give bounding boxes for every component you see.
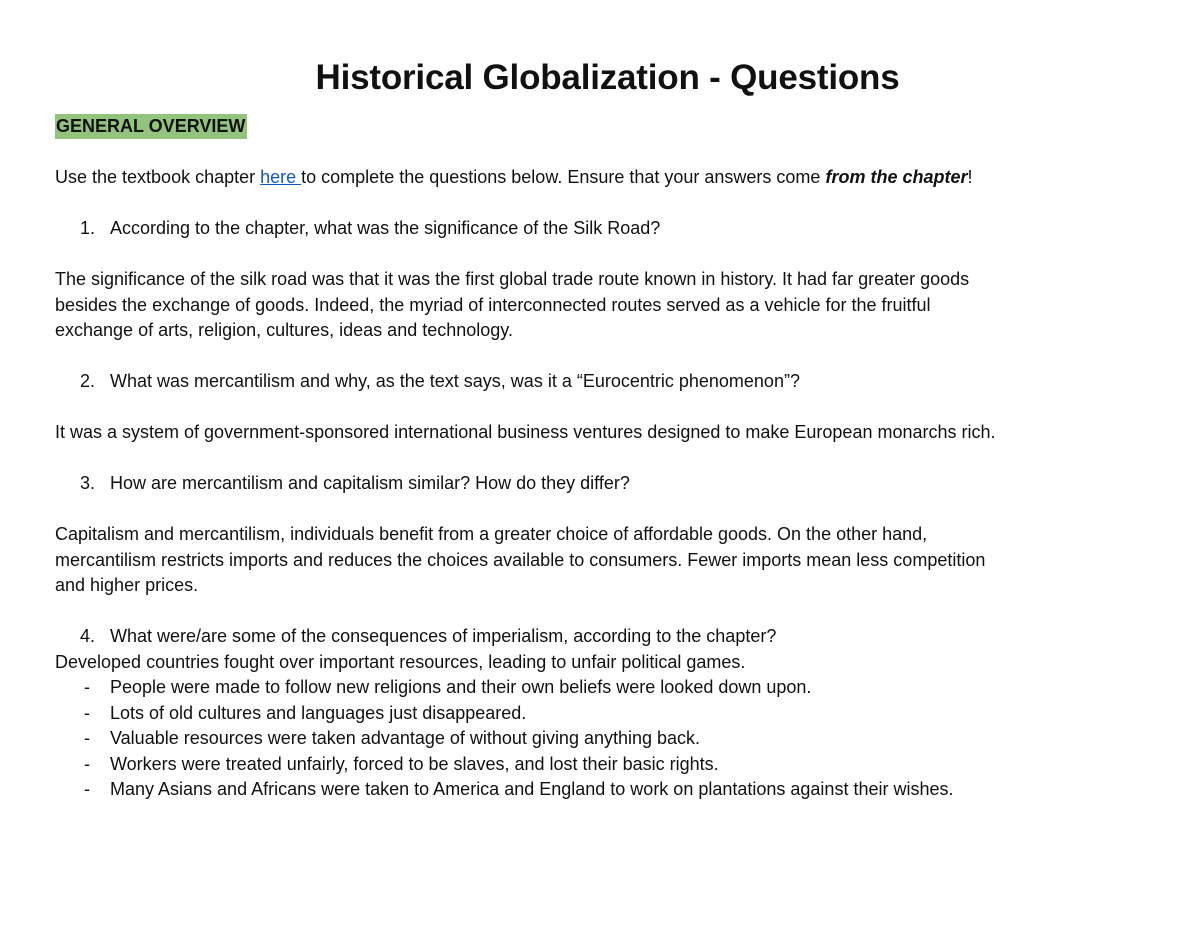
list-item-text: People were made to follow new religions and their own beliefs were looked down upon. <box>110 677 812 697</box>
question-number: 3. <box>80 473 96 493</box>
list-item <box>55 701 1160 727</box>
chapter-link[interactable]: here <box>260 167 302 187</box>
answer-line: and higher prices. <box>55 575 199 595</box>
blank-line <box>55 344 1160 370</box>
question-number: 1. <box>80 218 96 238</box>
answer-line: The significance of the silk road was that it was the first global trade route known in history. It had far greater goods <box>55 269 970 289</box>
answer-line: Developed countries fought over important resources, leading to unfair political games. <box>55 651 746 672</box>
answer-line: besides the exchange of goods. Indeed, the myriad of interconnected routes served as a vehicle for the fruitful <box>55 294 931 315</box>
list-item-text: Many Asians and Africans were taken to America and England to work on plantations against their wishes. <box>110 779 954 799</box>
answer-line: It was a system of government-sponsored international business ventures designed to make European monarchs rich. <box>55 422 996 442</box>
question-2 <box>55 369 1160 395</box>
answer-line: exchange of arts, religion, cultures, ideas and technology. <box>55 320 513 340</box>
answer-line: Capitalism and mercantilism, individuals benefit from a greater choice of affordable goods. On the other hand, <box>55 524 928 544</box>
intro-paragraph <box>55 165 1160 191</box>
list-item <box>55 726 1160 752</box>
question-1 <box>55 216 1160 242</box>
blank-line <box>55 599 1160 625</box>
question-text: According to the chapter, what was the significance of the Silk Road? <box>110 218 661 238</box>
blank-line <box>55 140 1160 166</box>
intro-text-start: Use the textbook chapter <box>55 167 261 187</box>
section-label: GENERAL OVERVIEW <box>55 114 247 139</box>
question-number: 2. <box>80 371 96 391</box>
bullet-dash: - <box>84 677 90 697</box>
page-title: Historical Globalization - Questions <box>315 58 900 97</box>
intro-emphasis: from the chapter <box>825 167 968 187</box>
blank-line <box>55 497 1160 523</box>
list-item-text: Lots of old cultures and languages just disappeared. <box>110 702 527 723</box>
list-item-text: Workers were treated unfairly, forced to be slaves, and lost their basic rights. <box>110 753 719 774</box>
list-item <box>55 752 1160 778</box>
list-item-text: Valuable resources were taken advantage of without giving anything back. <box>110 728 701 748</box>
intro-text-end: ! <box>967 167 973 187</box>
blank-line <box>55 191 1160 217</box>
list-item <box>55 777 1160 803</box>
section-heading <box>55 114 1160 140</box>
question-number: 4. <box>80 626 96 646</box>
question-text: What were/are some of the consequences of imperialism, according to the chapter? <box>110 626 777 646</box>
blank-line <box>55 395 1160 421</box>
bullet-dash: - <box>84 779 90 799</box>
bullet-dash: - <box>84 753 90 774</box>
intro-text-middle: to complete the questions below. Ensure that your answers come <box>301 167 826 187</box>
list-item <box>55 675 1160 701</box>
blank-line <box>55 446 1160 472</box>
blank-line <box>55 242 1160 268</box>
question-3 <box>55 471 1160 497</box>
bullet-dash: - <box>84 728 90 748</box>
question-4 <box>55 624 1160 650</box>
question-text: How are mercantilism and capitalism similar? How do they differ? <box>110 473 630 493</box>
answer-line: mercantilism restricts imports and reduces the choices available to consumers. Fewer imports mean less competition <box>55 549 986 570</box>
bullet-dash: - <box>84 702 90 723</box>
question-text: What was mercantilism and why, as the text says, was it a “Eurocentric phenomenon”? <box>110 371 800 391</box>
